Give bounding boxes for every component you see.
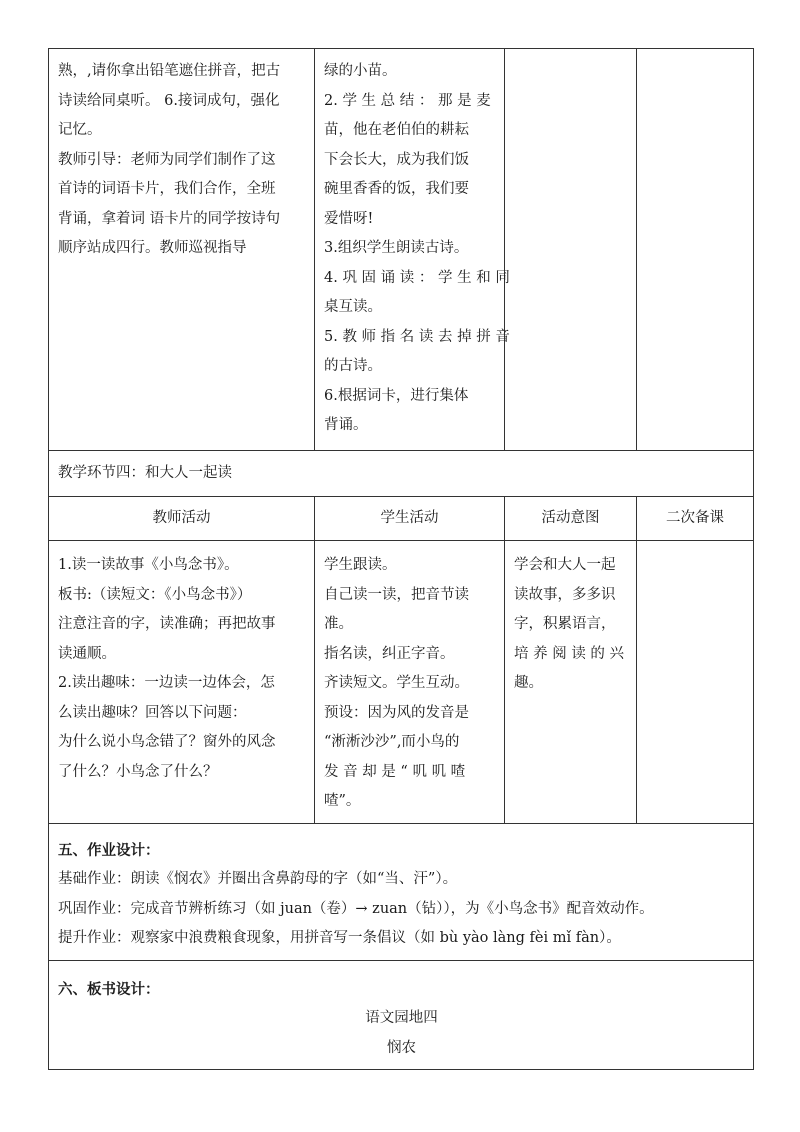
student-line: 爱惜呀! xyxy=(324,210,374,227)
student-line: 5. 教 师 指 名 读 去 掉 拼 音 xyxy=(324,328,510,345)
intent-line: 学会和大人一起 xyxy=(514,557,616,573)
student-line: 喳”。 xyxy=(324,793,361,809)
teacher-line: 1.读一读故事《小鸟念书》。 xyxy=(58,557,239,573)
homework-cell xyxy=(49,823,754,960)
homework-consolidate: 巩固作业：完成音节辨析练习（如 juan（卷）→ zuan（钻）），为《小鸟念书》配音效动作。 xyxy=(58,900,654,917)
student-line: 的古诗。 xyxy=(324,358,382,374)
board-line-1: 语文园地四 xyxy=(365,1010,438,1026)
student-line: “淅淅沙沙”,而小鸟的 xyxy=(324,734,460,750)
student-line: 齐读短文。学生互动。 xyxy=(324,675,469,691)
teacher-line: 2.读出趣味：一边读一边体会，怎 xyxy=(58,675,275,691)
header-second-prep: 二次备课 xyxy=(637,497,754,541)
student-line: 3.组织学生朗读古诗。 xyxy=(324,240,469,256)
board-cell xyxy=(49,960,754,1070)
notes-cell xyxy=(637,49,754,451)
teacher-line: 读通顺。 xyxy=(58,645,116,662)
teacher-activity-cell xyxy=(49,49,315,451)
teacher-line: 了什么？小鸟念了什么？ xyxy=(58,763,218,780)
student-line: 发 音 却 是 “ 叽 叽 喳 xyxy=(324,763,466,780)
student-line: 2. 学 生 总 结 ： 那 是 麦 xyxy=(324,92,491,109)
section-four-header-row xyxy=(49,497,754,541)
homework-row xyxy=(49,823,754,960)
student-line: 准。 xyxy=(324,616,353,632)
teacher-line: 顺序站成四行。教师巡视指导 xyxy=(58,240,247,256)
student-line: 桌互读。 xyxy=(324,299,382,315)
intent-cell xyxy=(505,541,637,824)
board-row xyxy=(49,960,754,1070)
student-activity-cell xyxy=(315,49,510,451)
teacher-line: 为什么说小鸟念错了？窗外的风念 xyxy=(58,734,276,750)
student-line: 碗里香香的饭，我们要 xyxy=(324,181,469,197)
section-four-title-row xyxy=(49,451,754,497)
student-line: 预设：因为风的发音是 xyxy=(324,704,469,721)
student-line: 自己读一读，把音节读 xyxy=(324,586,469,603)
lesson-plan-table xyxy=(48,48,754,1070)
intent-line: 培 养 阅 读 的 兴 xyxy=(514,645,625,662)
student-line: 下会长大，成为我们饭 xyxy=(324,151,469,168)
teacher-line: 么读出趣味？回答以下问题： xyxy=(58,704,247,721)
header-student-activity: 学生活动 xyxy=(315,497,505,541)
student-line: 4. 巩 固 诵 读 ： 学 生 和 同 xyxy=(324,269,510,286)
board-title: 六、板书设计： xyxy=(58,980,160,998)
teacher-line: 熟，,请你拿出铅笔遮住拼音，把古 xyxy=(58,63,281,79)
teacher-activity-cell xyxy=(49,541,315,824)
header-activity-intent: 活动意图 xyxy=(505,497,637,541)
student-line: 学生跟读。 xyxy=(324,557,397,573)
intent-line: 读故事，多多识 xyxy=(514,586,616,603)
teacher-line: 首诗的词语卡片，我们合作，全班 xyxy=(58,181,276,197)
intent-line: 趣。 xyxy=(514,675,543,691)
teacher-line: 背诵，拿着词 语卡片的同学按诗句 xyxy=(58,210,281,227)
student-activity-cell xyxy=(315,541,505,824)
student-line: 背诵。 xyxy=(324,417,368,433)
header-teacher-activity: 教师活动 xyxy=(49,497,315,541)
homework-title: 五、作业设计： xyxy=(58,841,160,859)
teacher-line: 诗读给同桌听。 6.接词成句，强化 xyxy=(58,92,280,109)
student-line: 指名读，纠正字音。 xyxy=(324,645,455,662)
student-line: 6.根据词卡，进行集体 xyxy=(324,387,469,404)
board-line-2: 悯农 xyxy=(387,1039,416,1056)
continued-row xyxy=(49,49,754,451)
section-four-title xyxy=(49,451,754,497)
student-line: 苗，他在老伯伯的耕耘 xyxy=(324,122,469,138)
homework-basic: 基础作业：朗读《悯农》并圈出含鼻韵母的字（如“当、汗”）。 xyxy=(58,871,458,887)
section-four-content-row xyxy=(49,541,754,824)
notes-cell xyxy=(637,541,754,824)
teacher-line: 注意注音的字，读准确；再把故事 xyxy=(58,616,276,632)
teacher-line: 记忆。 xyxy=(58,122,102,138)
intent-cell xyxy=(505,49,637,451)
section-title-text: 教学环节四：和大人一起读 xyxy=(58,464,232,481)
student-line: 绿的小苗。 xyxy=(324,63,397,79)
intent-line: 字，积累语言， xyxy=(514,616,616,632)
homework-extend: 提升作业：观察家中浪费粮食现象，用拼音写一条倡议（如 bù yào làng fèi mǐ fàn）。 xyxy=(58,930,621,946)
teacher-line: 教师引导：老师为同学们制作了这 xyxy=(58,151,276,168)
teacher-line: 板书:（读短文：《小鸟念书》） xyxy=(58,586,252,603)
